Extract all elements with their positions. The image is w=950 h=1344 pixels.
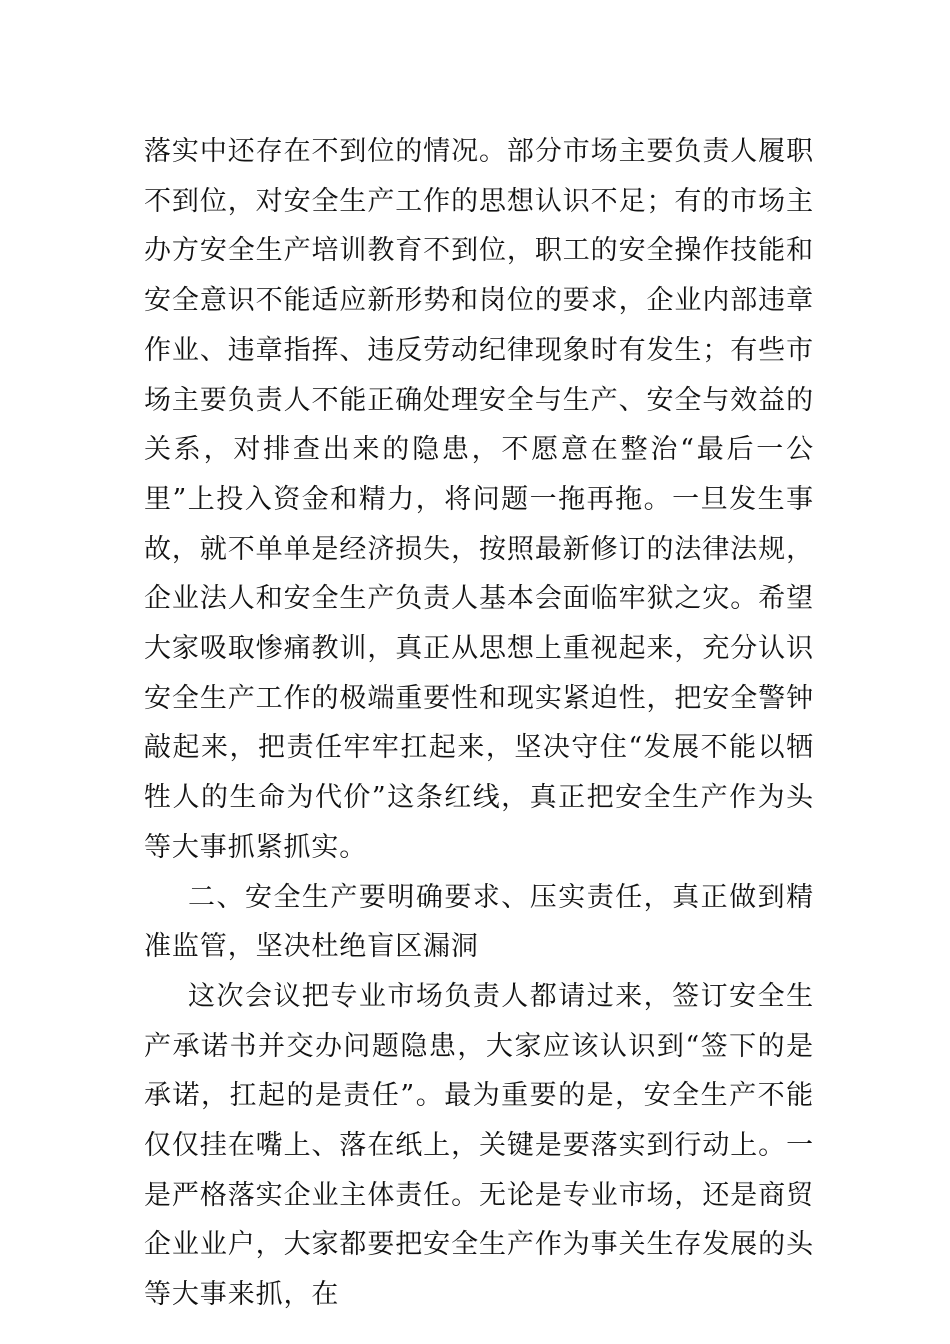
document-body [144, 127, 814, 1320]
section-heading: 二、安全生产要明确要求、压实责任，真正做到精准监管，坚决杜绝盲区漏洞 [144, 881, 814, 963]
paragraph-continuation: 落实中还存在不到位的情况。部分市场主要负责人履职不到位，对安全生产工作的思想认识不足；有的市场主办方安全生产培训教育不到位，职工的安全操作技能和安全意识不能适应新形势和岗位的要求，企业内部违章作业、违章指挥、违反劳动纪律现象时有发生；有些市场主要负责人不能正确处理安全与生产、安全与效益的关系，对排查出来的隐患，不愿意在整治“最后一公里”上投入资金和精力，将问题一拖再拖。一旦发生事故，就不单单是经济损失，按照最新修订的法律法规，企业法人和安全生产负责人基本会面临牢狱之灾。希望大家吸取惨痛教训，真正从思想上重视起来，充分认识安全生产工作的极端重要性和现实紧迫性，把安全警钟敲起来，把责任牢牢扛起来，坚决守住“发展不能以牺牲人的生命为代价”这条红线，真正把安全生产作为头等大事抓紧抓实。 [144, 136, 814, 863]
paragraph-body: 这次会议把专业市场负责人都请过来，签订安全生产承诺书并交办问题隐患，大家应该认识到“签下的是承诺，扛起的是责任”。最为重要的是，安全生产不能仅仅挂在嘴上、落在纸上，关键是要落实到行动上。一是严格落实企业主体责任。无论是专业市场，还是商贸企业业户，大家都要把安全生产作为事关生存发展的头等大事来抓，在 [144, 980, 814, 1311]
